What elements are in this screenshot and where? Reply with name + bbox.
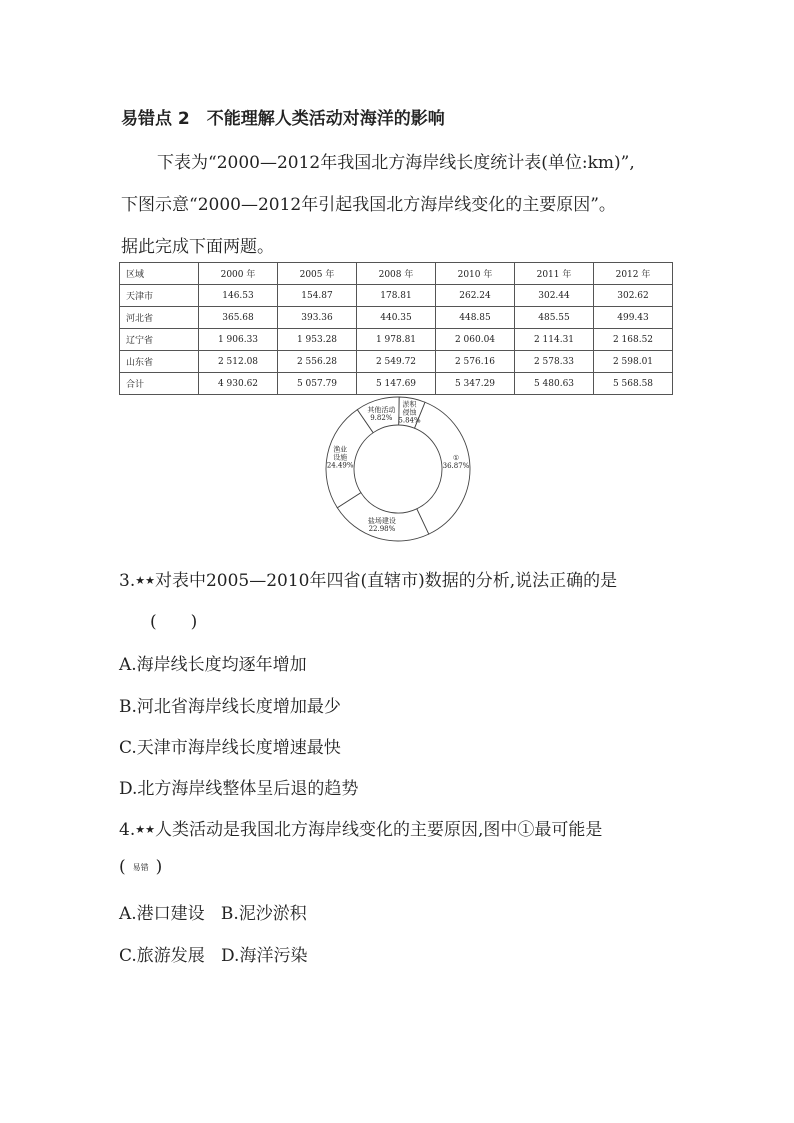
table-cell: 2 549.72 (357, 351, 436, 373)
table-cell: 440.35 (357, 307, 436, 329)
table-cell: 山东省 (120, 351, 199, 373)
table-cell: 262.24 (436, 285, 515, 307)
difficulty-stars-icon: ★★ (135, 823, 155, 836)
table-cell: 2 576.16 (436, 351, 515, 373)
donut-label-text: 淤积 (402, 400, 417, 409)
table-cell: 4 930.62 (199, 373, 278, 395)
table-cell: 499.43 (594, 307, 673, 329)
table-cell: 辽宁省 (120, 329, 199, 351)
donut-label-text: 22.98% (368, 525, 396, 534)
paren-open: ( (119, 857, 126, 877)
intro-line-1: 下表为“2000—2012年我国北方海岸线长度统计表(单位:km)”, (157, 153, 635, 173)
table-cell: 146.53 (199, 285, 278, 307)
table-cell: 2 578.33 (515, 351, 594, 373)
table-cell: 393.36 (278, 307, 357, 329)
table-cell: 2 556.28 (278, 351, 357, 373)
donut-label-text: 24.49% (326, 461, 354, 470)
donut-label-text: 侵蚀 (402, 408, 417, 417)
option-b[interactable]: B.泥沙淤积 (220, 904, 307, 924)
paren-close: ) (155, 857, 163, 877)
table-cell: 5 347.29 (436, 373, 515, 395)
table-header: 2012 年 (594, 263, 673, 285)
option-a[interactable]: A.港口建设 (119, 904, 205, 924)
table-row (120, 373, 673, 395)
donut-label-text: 盐场建设 (367, 517, 396, 526)
table-cell: 302.62 (594, 285, 673, 307)
table-row (120, 307, 673, 329)
question-number: 3. (119, 571, 136, 591)
coastline-table (119, 262, 673, 395)
table-cell: 178.81 (357, 285, 436, 307)
answer-blank[interactable]: ( ) (150, 612, 198, 632)
table-cell: 365.68 (199, 307, 278, 329)
question-4 (119, 815, 602, 840)
table-row (120, 329, 673, 351)
question-3 (119, 566, 617, 591)
table-header: 2000 年 (199, 263, 278, 285)
question-stem: 对表中2005—2010年四省(直辖市)数据的分析,说法正确的是 (154, 571, 618, 591)
donut-slice-label (367, 405, 395, 422)
table-cell: 154.87 (278, 285, 357, 307)
table-cell: 天津市 (120, 285, 199, 307)
donut-label-text: ① (452, 453, 460, 462)
option-c[interactable]: C.天津市海岸线长度增速最快 (119, 738, 341, 758)
option-d[interactable]: D.海洋污染 (221, 946, 308, 966)
donut-label-text: 设施 (333, 453, 348, 462)
table-cell: 2 114.31 (515, 329, 594, 351)
option-row-2 (119, 941, 307, 966)
difficulty-stars-icon: ★★ (135, 574, 155, 587)
option-a[interactable]: A.海岸线长度均逐年增加 (119, 655, 307, 675)
table-cell: 448.85 (436, 307, 515, 329)
table-cell: 5 568.58 (594, 373, 673, 395)
table-cell: 5 480.63 (515, 373, 594, 395)
option-b[interactable]: B.河北省海岸线长度增加最少 (119, 697, 341, 717)
option-c[interactable]: C.旅游发展 (119, 946, 205, 966)
table-cell: 合计 (120, 373, 199, 395)
table-cell: 1 953.28 (278, 329, 357, 351)
table-cell: 302.44 (515, 285, 594, 307)
intro-line-2: 下图示意“2000—2012年引起我国北方海岸线变化的主要原因”。 (121, 195, 616, 215)
donut-label-text: 36.87% (442, 461, 470, 470)
table-header: 2010 年 (436, 263, 515, 285)
table-cell: 485.55 (515, 307, 594, 329)
table-cell: 2 598.01 (594, 351, 673, 373)
table-cell: 5 147.69 (357, 373, 436, 395)
table-header: 区域 (120, 263, 199, 285)
error-prone-note: 易错 (132, 863, 149, 872)
table-cell: 河北省 (120, 307, 199, 329)
table-cell: 5 057.79 (278, 373, 357, 395)
donut-slice-label (368, 516, 396, 533)
donut-label-text: 5.84% (398, 416, 421, 425)
donut-label-text: 9.82% (370, 413, 393, 422)
option-row-1 (119, 899, 307, 924)
table-header: 2008 年 (357, 263, 436, 285)
option-d[interactable]: D.北方海岸线整体呈后退的趋势 (119, 779, 359, 799)
table-cell: 1 906.33 (199, 329, 278, 351)
table-header: 2005 年 (278, 263, 357, 285)
table-cell: 2 168.52 (594, 329, 673, 351)
table-header: 2011 年 (515, 263, 594, 285)
table-header-row (120, 263, 673, 285)
table-cell: 2 060.04 (436, 329, 515, 351)
table-row (120, 351, 673, 373)
donut-label-text: 渔业 (333, 445, 348, 454)
intro-line-3: 据此完成下面两题。 (121, 237, 274, 257)
table-cell: 1 978.81 (357, 329, 436, 351)
section-title: 易错点 2 不能理解人类活动对海洋的影响 (121, 109, 445, 129)
table-row (120, 285, 673, 307)
question-stem: 人类活动是我国北方海岸线变化的主要原因,图中①最可能是 (154, 820, 603, 840)
coastline-cause-donut-chart (313, 393, 483, 545)
question-number: 4. (119, 820, 136, 840)
answer-blank[interactable] (119, 857, 162, 877)
donut-label-text: 其他活动 (367, 405, 396, 414)
table-cell: 2 512.08 (199, 351, 278, 373)
